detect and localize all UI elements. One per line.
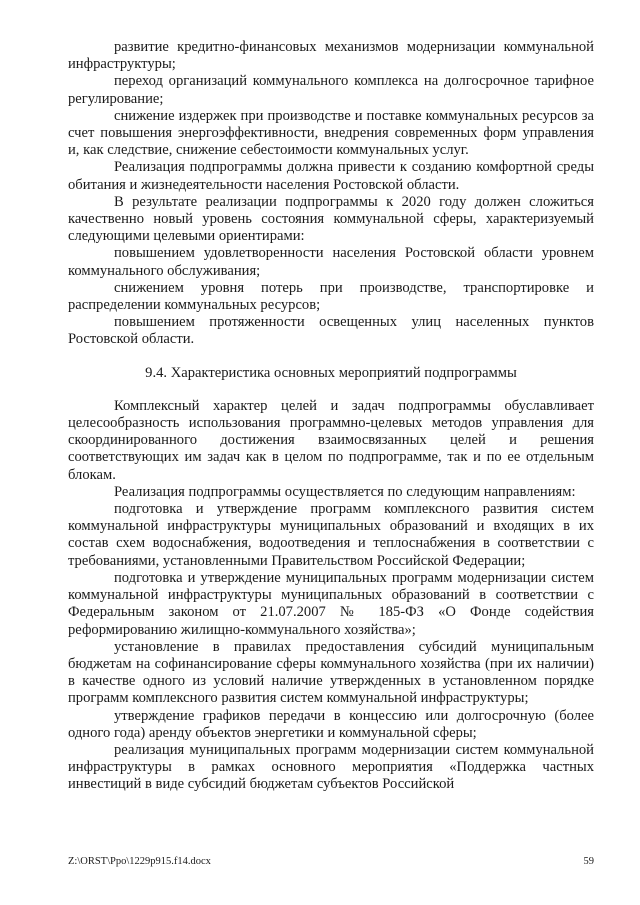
section-heading: 9.4. Характеристика основных мероприятий подпрограммы bbox=[145, 364, 517, 381]
paragraph: Реализация подпрограммы осуществляется по следующим направлениям: bbox=[114, 483, 576, 500]
paragraph: Реализация подпрограммы должна привести к созданию комфортной среды обитания и жизнедеятельности населения Ростовской области. bbox=[68, 159, 594, 193]
paragraph: утверждение графиков передачи в концессию или долгосрочную (более одного года) аренду объектов энергетики и коммунальной сферы; bbox=[68, 707, 594, 741]
paragraph: снижением уровня потерь при производстве, транспортировке и распределении коммунальных ресурсов; bbox=[68, 279, 594, 314]
paragraph: повышением протяженности освещенных улиц населенных пунктов Ростовской области. bbox=[68, 314, 594, 348]
paragraph: В результате реализации подпрограммы к 2020 году должен сложиться качественно новый уровень состояния коммунальной сферы, характеризуемый следующими целевыми ориентирами: bbox=[68, 193, 594, 245]
paragraph: развитие кредитно-финансовых механизмов модернизации коммунальной инфраструктуры; bbox=[68, 39, 594, 73]
paragraph: Комплексный характер целей и задач подпрограммы обуславливает целесообразность использования программно-целевых методов управления для скоординированного достижения взаимосвязанных целей и решения соответствующих им задач как в целом по подпрограмме, так и по ее отдельным блокам. bbox=[68, 397, 594, 483]
paragraph: подготовка и утверждение муниципальных программ модернизации систем коммунальной инфраструктуры муниципальных образований в соответствии с Федеральным законом от 21.07.2007 № 185-ФЗ «О Фонде содействия реформированию жилищно-коммунального хозяйства»; bbox=[68, 569, 594, 638]
paragraph: повышением удовлетворенности населения Ростовской области уровнем коммунального обслуживания; bbox=[68, 245, 594, 279]
paragraph: установление в правилах предоставления субсидий муниципальным бюджетам на софинансирование сферы коммунального хозяйства (при их наличии) в качестве одного из условий наличие утвержденных в установленном порядке программ комплексного развития систем коммунальной инфраструктуры; bbox=[68, 638, 594, 707]
page-number: 59 bbox=[583, 856, 594, 867]
file-path: Z:\ORST\Ppo\1229p915.f14.docx bbox=[68, 856, 211, 867]
paragraph: реализация муниципальных программ модернизации систем коммунальной инфраструктуры в рамках основного мероприятия «Поддержка частных инвестиций в виде субсидий бюджетам субъектов Российской bbox=[68, 741, 594, 793]
paragraph: переход организаций коммунального комплекса на долгосрочное тарифное регулирование; bbox=[68, 73, 594, 107]
paragraph: снижение издержек при производстве и поставке коммунальных ресурсов за счет повышения энергоэффективности, внедрения современных форм управления и, как следствие, снижение себестоимости коммунальных услуг. bbox=[68, 107, 594, 159]
document-body bbox=[68, 39, 594, 794]
paragraph: подготовка и утверждение программ комплексного развития систем коммунальной инфраструктуры муниципальных образований и входящих в их состав схем водоснабжения, водоотведения и теплоснабжения в соответствии с требованиями, установленными Правительством Российской Федерации; bbox=[68, 501, 594, 569]
